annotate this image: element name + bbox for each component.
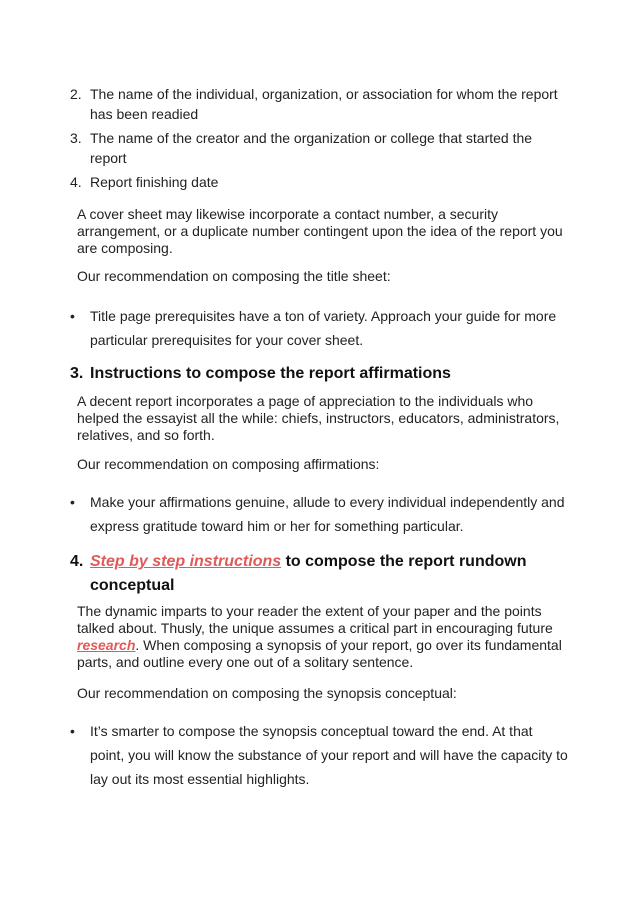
list-number: 3. xyxy=(70,130,82,146)
bullet-icon: • xyxy=(70,723,75,739)
step-by-step-link[interactable]: Step by step instructions xyxy=(90,553,282,570)
heading-number: 3. xyxy=(70,365,84,382)
bullet-item xyxy=(70,304,570,352)
bullet-text: Title page prerequisites have a ton of variety. Approach your guide for more particular prerequisites for your cover sheet. xyxy=(90,308,557,348)
list-number: 4. xyxy=(70,174,82,190)
list-item xyxy=(70,84,560,124)
heading-text-rest: to compose the report rundown conceptual xyxy=(90,553,527,594)
bullet-icon: • xyxy=(70,494,75,510)
list-item xyxy=(70,172,560,192)
list-number: 2. xyxy=(70,86,82,102)
list-text: The name of the individual, organization, or association for whom the report has been readied xyxy=(90,86,558,122)
bullet-icon: • xyxy=(70,308,75,324)
recommendation-affirmations: Our recommendation on composing affirmations: xyxy=(77,456,380,472)
research-link[interactable]: research xyxy=(77,637,136,653)
bullet-item xyxy=(70,719,570,791)
bullet-item xyxy=(70,490,570,538)
bullet-text: It’s smarter to compose the synopsis conceptual toward the end. At that point, you will know the substance of your report and will have the capacity to lay out its most essential highlights. xyxy=(90,723,568,787)
section-heading-4 xyxy=(70,550,570,598)
section-heading-3 xyxy=(70,362,570,386)
recommendation-title-sheet: Our recommendation on composing the title sheet: xyxy=(77,268,391,284)
list-text: The name of the creator and the organization or college that started the report xyxy=(90,130,533,166)
paragraph-cover-sheet: A cover sheet may likewise incorporate a contact number, a security arrangement, or a duplicate number contingent upon the idea of the report you are composing. xyxy=(77,206,563,256)
list-item xyxy=(70,128,560,168)
paragraph-text: The dynamic imparts to your reader the extent of your paper and the points talked about. Thusly, the unique assumes a critical part in encouraging future xyxy=(77,603,553,636)
heading-text xyxy=(70,550,570,598)
heading-number: 4. xyxy=(70,553,84,570)
recommendation-synopsis: Our recommendation on composing the synopsis conceptual: xyxy=(77,685,457,701)
paragraph-text: . When composing a synopsis of your report, go over its fundamental parts, and outline every one out of a solitary sentence. xyxy=(77,637,562,670)
paragraph-acknowledgements: A decent report incorporates a page of appreciation to the individuals who helped the essayist all the while: chiefs, instructors, educators, administrators, relatives, and so forth. xyxy=(77,393,560,443)
heading-text: Instructions to compose the report affirmations xyxy=(90,365,451,382)
bullet-text: Make your affirmations genuine, allude to every individual independently and express gratitude toward him or her for something particular. xyxy=(90,494,565,534)
list-text: Report finishing date xyxy=(90,174,219,190)
paragraph-abstract xyxy=(77,603,567,671)
